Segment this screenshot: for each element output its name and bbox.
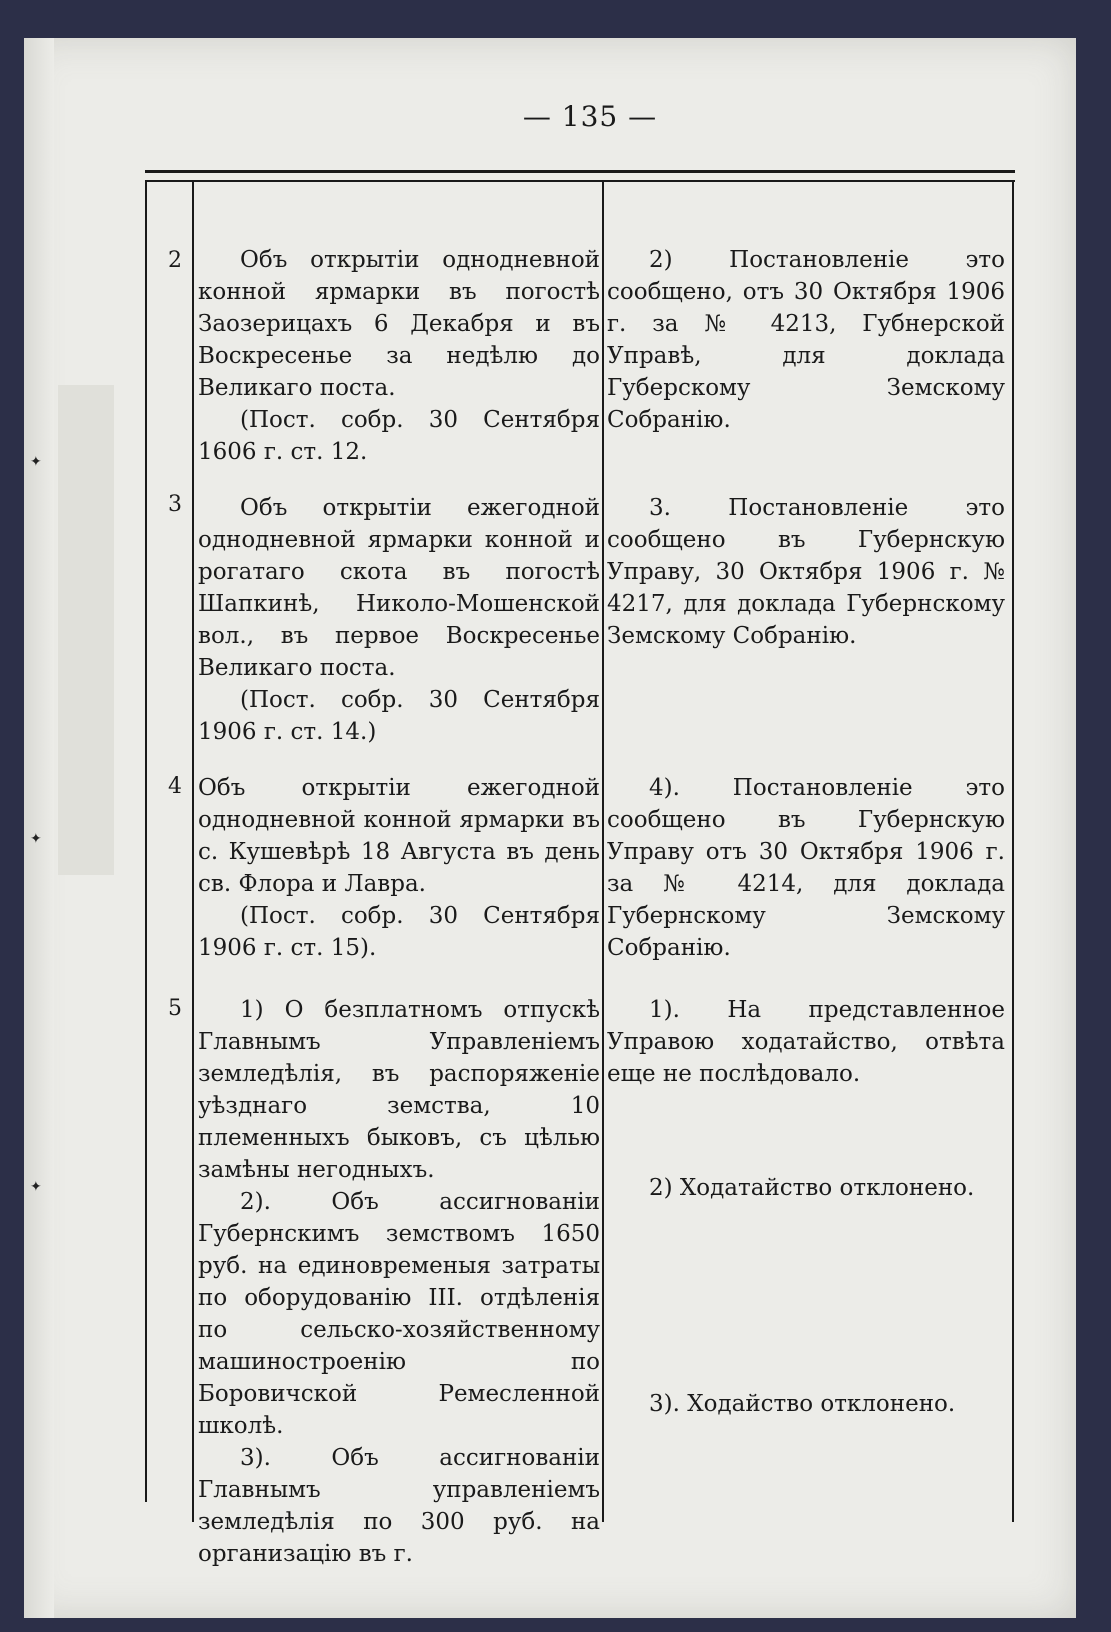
- row-resolution: [607, 1388, 1005, 1420]
- stitch-mark: ✦: [30, 454, 42, 470]
- row-matter: [198, 772, 600, 964]
- row-number: 2: [168, 248, 182, 273]
- matter-paragraph: 3). Объ ассигнованіи Главнымъ управленіемъ земледѣлія по 300 руб. на организацію въ г.: [198, 1445, 600, 1567]
- row-matter: [198, 492, 600, 748]
- row-matter: [198, 244, 600, 468]
- table-top-rule: [145, 180, 1015, 182]
- matter-citation: (Пост. собр. 30 Сентября 1606 г. ст. 12.: [198, 407, 600, 465]
- matter-citation: (Пост. собр. 30 Сентября 1906 г. ст. 15).: [198, 903, 600, 961]
- resolution-paragraph: 2) Ходатайство отклонено.: [649, 1175, 975, 1201]
- matter-paragraph: Объ открытіи однодневной конной ярмарки въ погостѣ Заозерицахъ 6 Декабря и въ Воскресенье за недѣлю до Великаго поста.: [198, 247, 600, 401]
- resolution-paragraph: 4). Постановленіе это сообщено въ Губернскую Управу отъ 30 Октября 1906 г. за № 4214, для доклада Губернскому Земскому Собранію.: [607, 775, 1005, 961]
- page-number: — 135 —: [522, 100, 658, 133]
- row-number: 3: [168, 492, 182, 517]
- column-rule: [192, 182, 194, 1522]
- column-rule: [602, 182, 604, 1522]
- matter-citation: (Пост. собр. 30 Сентября 1906 г. ст. 14.): [198, 687, 600, 745]
- resolution-paragraph: 3). Ходайство отклонено.: [649, 1391, 956, 1417]
- paper-tab-strip: [58, 385, 114, 875]
- resolution-paragraph: 1). На представленное Управою ходатайство, отвѣта еще не послѣдовало.: [607, 997, 1005, 1087]
- stitch-mark: ✦: [30, 1179, 42, 1195]
- resolution-paragraph: 3. Постановленіе это сообщено въ Губернскую Управу, 30 Октября 1906 г. № 4217, для доклада Губернскому Земскому Собранію.: [607, 495, 1005, 649]
- row-resolution: [607, 994, 1005, 1090]
- matter-paragraph: Объ открытіи ежегодной однодневной ярмарки конной и рогатаго скота въ погостѣ Шапкинѣ, Николо-Мошенской вол., въ первое Воскресенье Великаго поста.: [198, 495, 600, 681]
- row-number: 5: [168, 996, 182, 1021]
- row-resolution: [607, 244, 1005, 436]
- row-resolution: [607, 492, 1005, 652]
- binding-edge: [24, 38, 54, 1618]
- row-number: 4: [168, 774, 182, 799]
- table-left-rule: [145, 182, 147, 1502]
- row-resolution: [607, 772, 1005, 964]
- table-right-rule: [1012, 182, 1014, 1522]
- matter-paragraph: 2). Объ ассигнованіи Губернскимъ земствомъ 1650 руб. на единовременыя затраты по оборудованію III. отдѣленія по сельско-хозяйственному машиностроенію по Боровичской Ремесленной школѣ.: [198, 1189, 600, 1439]
- row-matter: [198, 994, 600, 1570]
- row-resolution: [607, 1172, 1005, 1204]
- stitch-mark: ✦: [30, 831, 42, 847]
- matter-paragraph: Объ открытіи ежегодной однодневной конной ярмарки въ с. Кушевѣрѣ 18 Августа въ день св. Флора и Лавра.: [198, 775, 600, 897]
- matter-paragraph: 1) О безплатномъ отпускѣ Главнымъ Управленіемъ земледѣлія, въ распоряженіе уѣзднаго земства, 10 племенныхъ быковъ, съ цѣлью замѣны негодныхъ.: [198, 997, 600, 1183]
- table-top-rule: [145, 170, 1015, 173]
- resolution-paragraph: 2) Постановленіе это сообщено, отъ 30 Октября 1906 г. за № 4213, Губнерской Управѣ, для доклада Губерскому Земскому Собранію.: [607, 247, 1005, 433]
